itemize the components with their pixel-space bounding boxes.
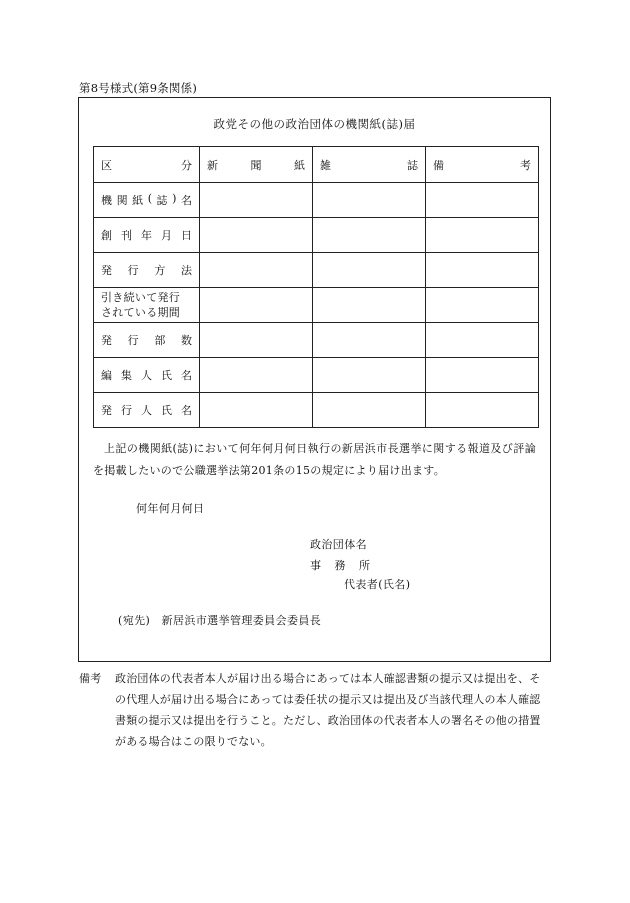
- declaration-statement: 上記の機関紙(誌)において何年何月何日執行の新居浜市長選挙に関する報道及び評論を掲載したいので公職選挙法第201条の15の規定により届け出ます。: [93, 442, 536, 477]
- cell-remarks[interactable]: [426, 323, 539, 358]
- cell-newspaper[interactable]: [200, 218, 313, 253]
- cell-magazine[interactable]: [313, 393, 426, 428]
- remarks-label: 備考: [79, 672, 102, 685]
- cell-magazine[interactable]: [313, 218, 426, 253]
- row-label-publication-method: 発 行 方 法: [94, 253, 200, 288]
- row-label-publisher-name: 発 行 人 氏 名: [94, 393, 200, 428]
- form-title: 政党その他の政治団体の機関紙(誌)届: [213, 117, 416, 131]
- office-label: 事 務 所: [310, 559, 370, 572]
- cell-newspaper[interactable]: [200, 393, 313, 428]
- submission-date: 何年何月何日: [136, 502, 205, 515]
- header-magazine: 雑 誌: [313, 147, 426, 183]
- cell-remarks[interactable]: [426, 393, 539, 428]
- form-number: 第8号様式(第9条関係): [79, 81, 198, 95]
- cell-remarks[interactable]: [426, 218, 539, 253]
- cell-magazine[interactable]: [313, 288, 426, 323]
- table-row: [94, 323, 539, 358]
- remarks-text: 政治団体の代表者本人が届け出る場合にあっては本人確認書類の提示又は提出を、その代理人が届け出る場合にあっては委任状の提示又は提出及び当該代理人の本人確認書類の提示又は提出を行うこと。ただし、政治団体の代表者本人の署名その他の措置がある場合はこの限りでない。: [115, 672, 541, 748]
- header-category: 区 分: [94, 147, 200, 183]
- cell-newspaper[interactable]: [200, 183, 313, 218]
- cell-magazine[interactable]: [313, 358, 426, 393]
- cell-remarks[interactable]: [426, 183, 539, 218]
- org-name-label: 政治団体名: [310, 538, 367, 551]
- header-remarks: 備 考: [426, 147, 539, 183]
- remarks-section: [79, 668, 549, 752]
- addressee: (宛先) 新居浜市選挙管理委員会委員長: [118, 614, 322, 627]
- cell-magazine[interactable]: [313, 183, 426, 218]
- row-label-continuous-period: 引き続いて発行 されている期間: [94, 288, 200, 323]
- cell-remarks[interactable]: [426, 288, 539, 323]
- table-row: [94, 253, 539, 288]
- table-row: [94, 183, 539, 218]
- table-row: [94, 393, 539, 428]
- cell-newspaper[interactable]: [200, 253, 313, 288]
- cell-newspaper[interactable]: [200, 358, 313, 393]
- row-label-publication-name: 機 関 紙 ( 誌 ) 名: [94, 183, 200, 218]
- cell-remarks[interactable]: [426, 253, 539, 288]
- table-row: [94, 358, 539, 393]
- cell-remarks[interactable]: [426, 358, 539, 393]
- cell-newspaper[interactable]: [200, 288, 313, 323]
- row-label-first-issue-date: 創 刊 年 月 日: [94, 218, 200, 253]
- table-header-row: [94, 147, 539, 183]
- registration-table: [93, 146, 539, 428]
- cell-magazine[interactable]: [313, 323, 426, 358]
- table-row: [94, 288, 539, 323]
- row-label-editor-name: 編 集 人 氏 名: [94, 358, 200, 393]
- representative-label: 代表者(氏名): [344, 578, 411, 591]
- table-row: [94, 218, 539, 253]
- form-frame: [78, 97, 551, 662]
- header-newspaper: 新 聞 紙: [200, 147, 313, 183]
- cell-magazine[interactable]: [313, 253, 426, 288]
- row-label-circulation: 発 行 部 数: [94, 323, 200, 358]
- cell-newspaper[interactable]: [200, 323, 313, 358]
